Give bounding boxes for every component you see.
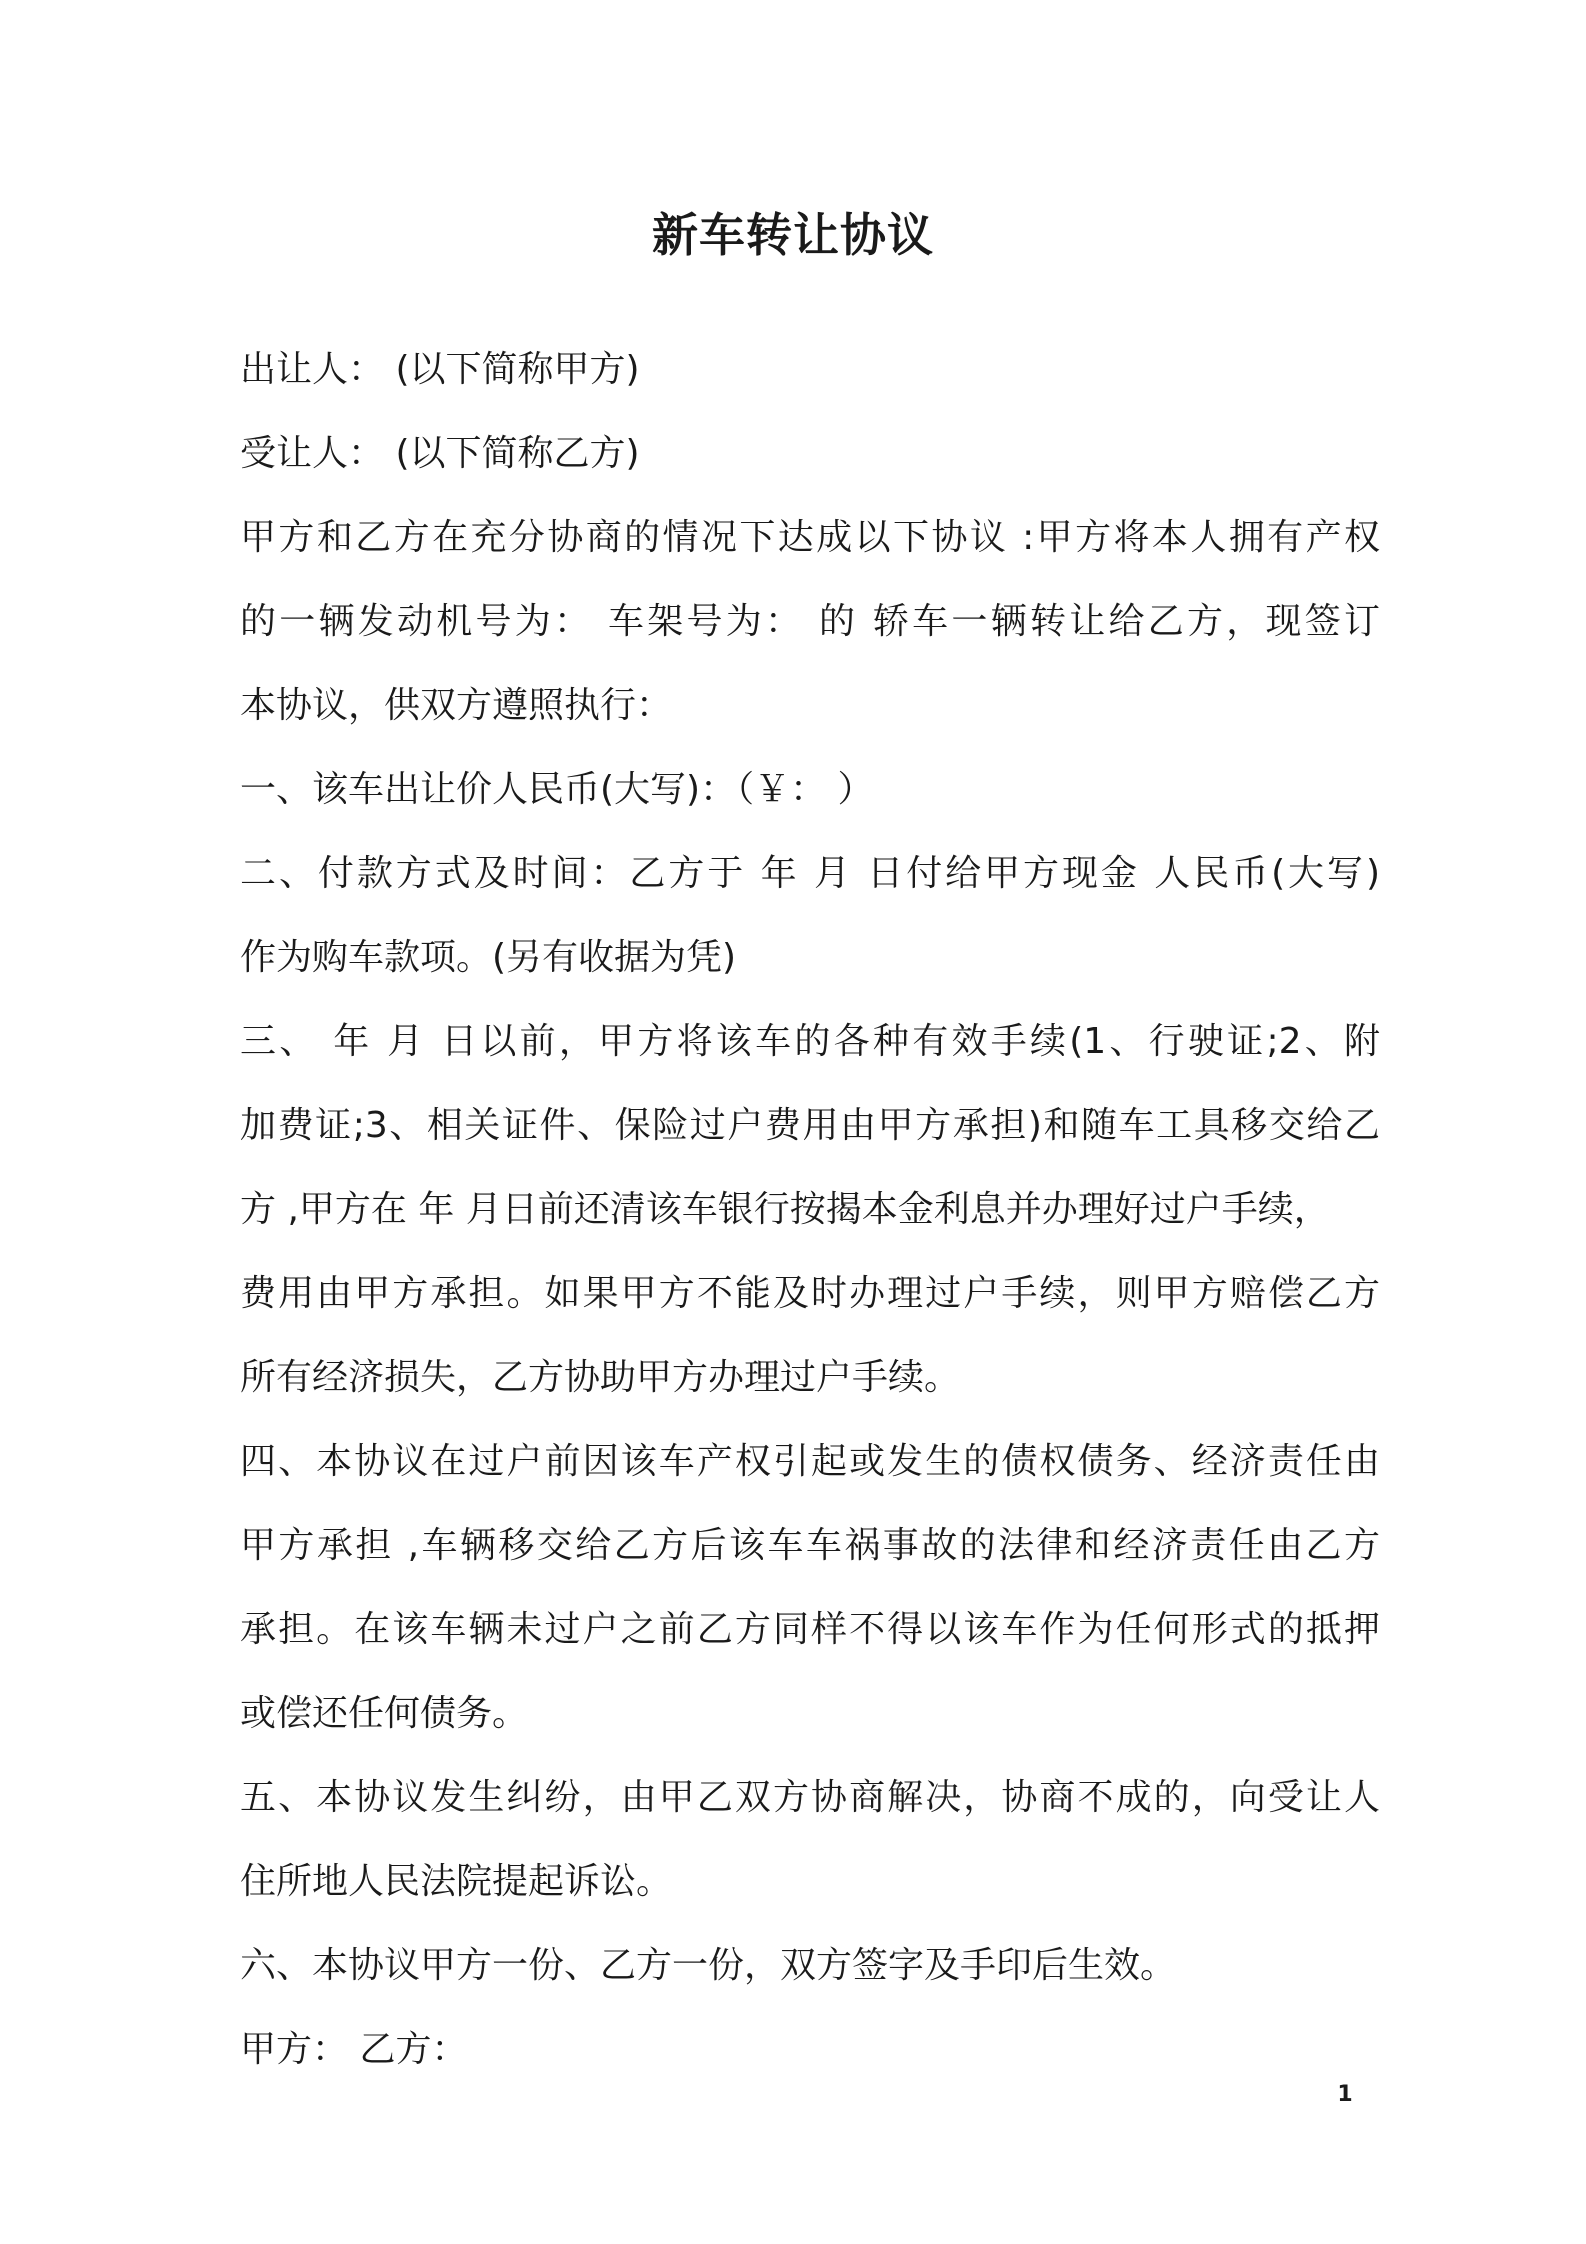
clause-4-line-1: 四、本协议在过户前因该车产权引起或发生的债权债务、经济责任由 <box>240 1441 1380 1482</box>
clause-3-line-5: 所有经济损失，乙方协助甲方办理过户手续。 <box>240 1357 961 1398</box>
clause-4-line-3: 承担。在该车辆未过户之前乙方同样不得以该车作为任何形式的抵押 <box>240 1609 1380 1650</box>
clause-2-line-2: 作为购车款项。(另有收据为凭) <box>240 937 737 978</box>
preamble-line-2: 的一辆发动机号为： 车架号为： 的 轿车一辆转让给乙方，现签订 <box>240 601 1380 642</box>
document-body <box>240 328 1380 2092</box>
clause-3-line-4: 费用由甲方承担。如果甲方不能及时办理过户手续，则甲方赔偿乙方 <box>240 1273 1380 1314</box>
transferor-line: 出让人： (以下简称甲方) <box>240 349 640 390</box>
preamble-line-3: 本协议，供双方遵照执行： <box>240 685 673 726</box>
preamble-line-1: 甲方和乙方在充分协商的情况下达成以下协议 :甲方将本人拥有产权 <box>240 517 1380 558</box>
clause-3-line-2: 加费证;3、相关证件、保险过户费用由甲方承担)和随车工具移交给乙 <box>240 1105 1380 1146</box>
signature-line: 甲方： 乙方： <box>240 2029 468 2070</box>
clause-1-line: 一、该车出让价人民币(大写)：（￥： ） <box>240 769 874 810</box>
clause-4-line-4: 或偿还任何债务。 <box>240 1693 529 1734</box>
clause-4-line-2: 甲方承担 ,车辆移交给乙方后该车车祸事故的法律和经济责任由乙方 <box>240 1525 1380 1566</box>
document-title: 新车转让协议 <box>652 208 934 262</box>
transferee-line: 受让人： (以下简称乙方) <box>240 433 640 474</box>
clause-3-line-1: 三、 年 月 日以前，甲方将该车的各种有效手续(1、行驶证;2、附 <box>240 1021 1380 1062</box>
page-number: 1 <box>1337 2082 1353 2107</box>
clause-2-line-1: 二、付款方式及时间：乙方于 年 月 日付给甲方现金 人民币(大写) <box>240 853 1380 894</box>
clause-3-line-3: 方 ,甲方在 年 月日前还清该车银行按揭本金利息并办理好过户手续， <box>240 1189 1330 1230</box>
clause-6-line: 六、本协议甲方一份、乙方一份，双方签字及手印后生效。 <box>240 1945 1177 1986</box>
clause-5-line-1: 五、本协议发生纠纷，由甲乙双方协商解决，协商不成的，向受让人 <box>240 1777 1380 1818</box>
clause-5-line-2: 住所地人民法院提起诉讼。 <box>240 1861 673 1902</box>
